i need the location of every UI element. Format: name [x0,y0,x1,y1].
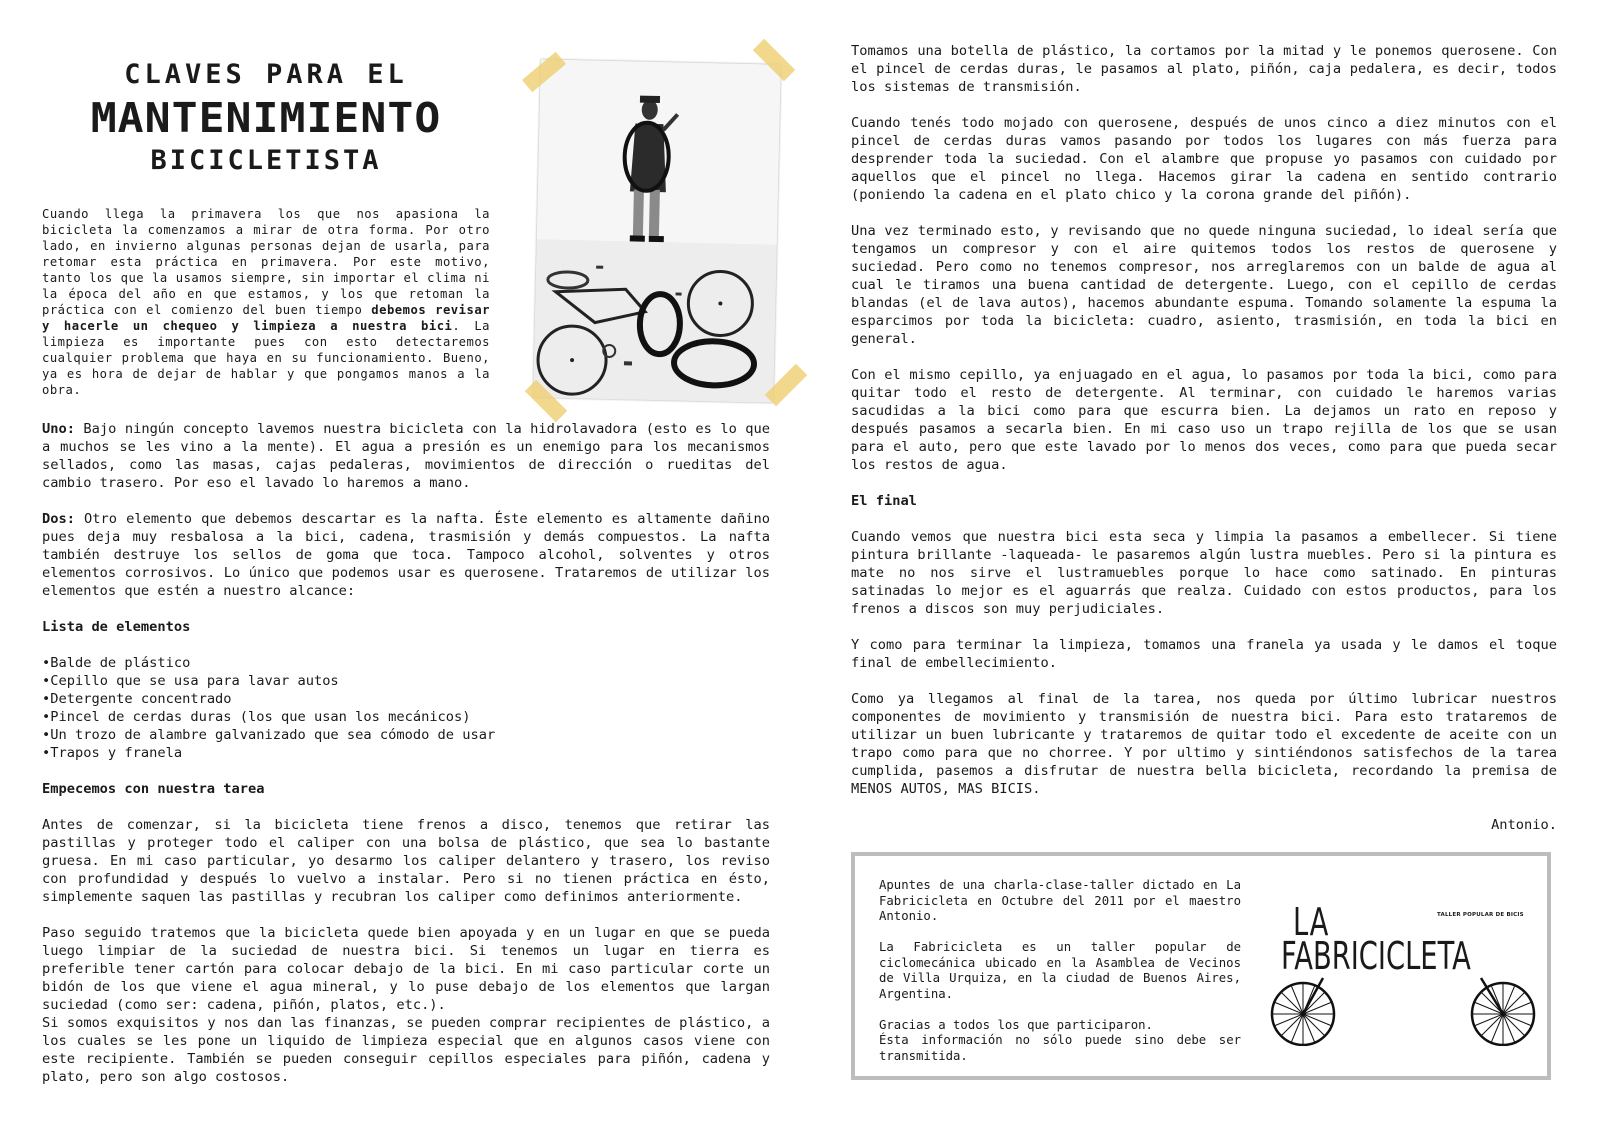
bicycle-logo-icon [1263,896,1543,1046]
left-column-body [42,420,770,1104]
intro-paragraph [42,206,490,398]
list-heading: Lista de elementos [42,619,191,635]
intro-text-1: Cuando llega la primavera los que nos apasiona la bicicleta la comenzamos a mirar de otra forma. Por otro lado, en invierno algunas personas dejan de usarla, para retomar esta práctica en primavera. Por este motivo, tanto los que la usamos siempre, sin importar el clima ni la época del año en que estamos, y los que retoman la práctica con el comienzo del buen tiempo [42,207,490,317]
final-heading: El final [851,493,917,509]
credits-text [879,878,1241,1064]
dos-text: Otro elemento que debemos descartar es la nafta. Éste elemento es altamente dañino pues deja muy resbalosa a la bici, cadena, trasmisión y demás compuestos. La nafta también destruye los sellos de goma que toca. Tampoco alcohol, solventes y otros elementos corrosivos. Lo único que podemos usar es querosene. Trataremos de utilizar los elementos que estén a nuestro alcance: [42,511,770,599]
paragraph-right-1: Tomamos una botella de plástico, la cortamos por la mitad y le ponemos querosene. Con el pincel de cerdas duras, le pasamos al plato, piñón, caja pedalera, es decir, todos los sistemas de transmisión. [851,43,1557,95]
paragraph-exquisite: Si somos exquisitos y nos dan las finanzas, se pueden comprar recipientes de plástico, a los cuales se les pone un liquido de limpieza especial que en algunos casos viene con este recipiente. También se pueden conseguir cepillos especiales para piñón, cadena y plato, pero son algo costosos. [42,1015,770,1085]
credits-paragraph-2: La Fabricicleta es un taller popular de ciclomecánica ubicado en la Asamblea de Vecinos de Villa Urquiza, en la ciudad de Buenos Aires, Argentina. [879,940,1241,1001]
logo-tagline: TALLER POPULAR DE BICIS [1437,912,1524,918]
paragraph-start: Antes de comenzar, si la bicicleta tiene frenos a disco, tenemos que retirar las pastillas y proteger todo el caliper con una bolsa de plástico, que sea lo bastante gruesa. En mi caso particular, yo desarmo los caliper delantero y trasero, los reviso con profundidad y después lo vuelvo a instalar. Pero si no tienen práctica en ésto, simplemente saquen las pastillas y recubran los caliper como definimos anteriormente. [42,817,770,905]
uno-label: Uno: [42,421,75,437]
paragraph-dos [42,510,770,600]
title-line-1: CLAVES PARA EL [124,59,408,90]
list-item: • Pincel de cerdas duras (los que usan los mecánicos) [42,708,770,726]
elements-list [42,654,770,762]
paragraph-right-3: Una vez terminado esto, y revisando que no quede ninguna suciedad, lo ideal sería que tengamos un compresor y con el aire quitemos todos los restos de querosene y suciedad. Pero como no tenemos compresor, nos arreglaremos con un balde de agua al cual le tiramos una buena cantidad de detergente. Luego, con el cepillo de cerdas blandas (el de lava autos), hacemos abundante espuma. Tomando solamente la espuma la esparcimos por toda la bicicleta: cuadro, asiento, trasmisión, en toda la bici en general. [851,223,1557,347]
paragraph-support: Paso seguido tratemos que la bicicleta quede bien apoyada y en un lugar en que se pueda luego limpiar de la suciedad de nuestra bici. Si tenemos un lugar en tierra es preferible tener cartón para colocar debajo de la bici. En mi caso particular corte un bidón de los que viene el agua mineral, y lo puse debajo de los elementos que largan suciedad (como ser: cadena, piñón, platos, etc.). [42,925,770,1013]
paragraph-uno [42,420,770,492]
paragraph-right-5: Cuando vemos que nuestra bici esta seca y limpia la pasamos a embellecer. Si tiene pintura brillante -laqueada- le pasaremos algún lustra muebles. Pero si la pintura es mate no nos sirve el lustramuebles porque lo hace como satinado. En pinturas satinadas lo mejor es el aguarrás que realza. Cuidado con estos productos, para los frenos a discos son muy perjudiciales. [851,529,1557,617]
credits-paragraph-3: Gracias a todos los que participaron. [879,1017,1153,1032]
paragraph-right-7: Como ya llegamos al final de la tarea, nos queda por último lubricar nuestros componentes de movimiento y transmisión de nuestra bici. Para esto trataremos de utilizar un buen lubricante y trataremos de quitar todo el excedente de aceite con un trapo como para que no chorree. Y por ultimo y sintiéndonos satisfechos de la tarea cumplida, pasemos a disfrutar de nuestra bella bicicleta, recordando la premisa de MENOS AUTOS, MAS BICIS. [851,691,1557,797]
list-item: • Un trozo de alambre galvanizado que sea cómodo de usar [42,726,770,744]
uno-text: Bajo ningún concepto lavemos nuestra bicicleta con la hidrolavadora (esto es lo que a muchos se les vino a la mente). El agua a presión es un enemigo para los mecanismos sellados, como las masas, cajas pedaleras, movimientos de dirección o rueditas del cambio trasero. Por eso el lavado lo haremos a mano. [42,421,770,491]
list-item: • Trapos y franela [42,744,770,762]
page-title [36,58,496,178]
credits-box [851,852,1551,1080]
paragraph-right-4: Con el mismo cepillo, ya enjuagado en el agua, lo pasamos por toda la bici, como para quitar todo el resto de detergente. Al terminar, con cuidado le haremos varias sacudidas a la bici como para que escurra bien. La dejamos un rato en reposo y después pasamos a secarla bien. En mi caso uso un trapo rejilla de los que se usan para el auto, pero que este lavado por lo menos dos veces, como para que pueda secar los restos de agua. [851,367,1557,473]
start-heading: Empecemos con nuestra tarea [42,781,265,797]
signature: Antonio. [1491,817,1557,833]
la-fabricicleta-logo [1263,896,1543,1046]
list-item: • Cepillo que se usa para lavar autos [42,672,770,690]
title-line-3: BICICLETISTA [150,145,382,176]
list-item: • Balde de plástico [42,654,770,672]
dos-label: Dos: [42,511,75,527]
paragraph-right-2: Cuando tenés todo mojado con querosene, después de unos cinco a diez minutos con el pincel de cerdas duras vamos pasando por todos los lugares con más fuerza para desprender toda la suciedad. Con el alambre que propuse yo pasamos con cuidado por aquellos que el pincel no llega. Hacemos girar la cadena en sentido contrario (poniendo la cadena en el plato chico y la corona grande del piñón). [851,115,1557,203]
credits-paragraph-4: Ésta información no sólo puede sino debe ser transmitida. [879,1033,1241,1063]
title-line-2: MANTENIMIENTO [90,94,442,142]
man-with-disassembled-bicycle-photo [533,59,781,402]
list-item: • Detergente concentrado [42,690,770,708]
logo-line-2: FABRICICLETA [1281,934,1471,978]
credits-paragraph-1: Apuntes de una charla-clase-taller dictado en La Fabricicleta en Octubre del 2011 por el maestro Antonio. [879,878,1241,923]
paragraph-right-6: Y como para terminar la limpieza, tomamos una franela ya usada y le damos el toque final de embellecimiento. [851,637,1557,671]
right-column-body [851,42,1557,834]
intro-text-2: . La limpieza es importante pues con esto detectaremos cualquier problema que haya en su funcionamiento. Bueno, ya es hora de dejar de hablar y que pongamos manos a la obra. [42,319,490,397]
intro-bold: debemos revisar y hacerle un chequeo y limpieza a nuestra bici [42,303,490,333]
logo-line-1: LA [1293,900,1330,944]
